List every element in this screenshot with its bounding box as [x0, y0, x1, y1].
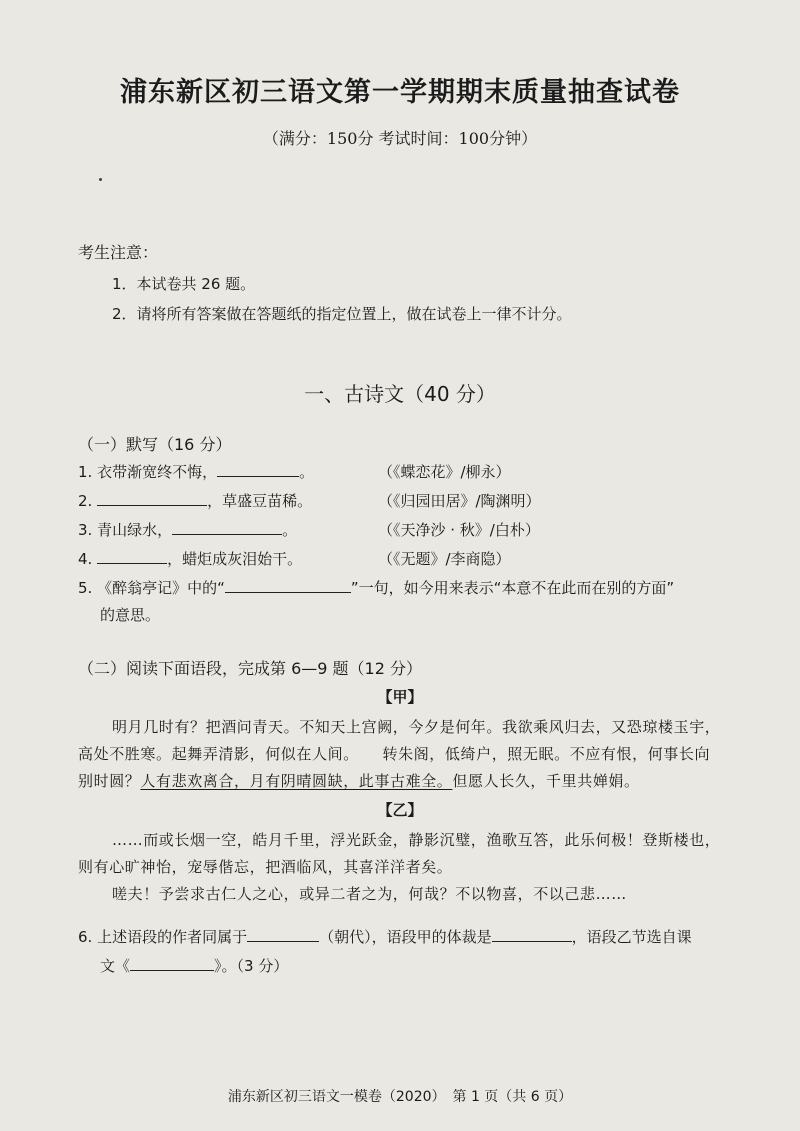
question-text-part1: 上述语段的作者同属于	[97, 928, 248, 946]
passage-jia-marker: 【甲】	[377, 688, 423, 706]
answer-blank[interactable]	[97, 549, 167, 564]
question-2-source: （《归园田居》/陶渊明）	[378, 492, 541, 510]
notice-item-1: 1．本试卷共 26 题。	[112, 275, 256, 293]
question-3	[78, 519, 297, 540]
answer-blank[interactable]	[97, 491, 207, 506]
passage-jia-tail-text: 但愿人长久，千里共婵娟。	[452, 772, 640, 790]
question-text-pre: 《醉翁亭记》中的“	[97, 579, 225, 597]
question-6	[78, 926, 692, 947]
question-number: 5.	[78, 579, 93, 597]
passage-yi-line3: 嗟夫！予尝求古仁人之心，或异二者之为，何哉？不以物喜，不以己悲……	[112, 885, 627, 903]
question-4-source: （《无题》/李商隐）	[378, 550, 511, 568]
answer-blank-title[interactable]	[130, 956, 214, 971]
passage-jia-plain-text: 别时圆？	[78, 772, 141, 790]
question-number: 4.	[78, 550, 93, 568]
question-text-post: ，蜡炬成灰泪始干。	[167, 550, 303, 568]
question-text-post: 。	[282, 521, 298, 539]
question-3-source: （《天净沙 · 秋》/白朴）	[378, 521, 540, 539]
answer-blank[interactable]	[217, 462, 299, 477]
question-1-source: （《蝶恋花》/柳永）	[378, 463, 511, 481]
part-heading-reading: （二）阅读下面语段，完成第 6—9 题（12 分）	[78, 659, 422, 678]
question-4	[78, 548, 302, 569]
passage-jia-line3	[78, 770, 640, 791]
notice-item-2: 2．请将所有答案做在答题纸的指定位置上，做在试卷上一律不计分。	[112, 305, 572, 323]
question-text-part3: ，语段乙节选自课	[571, 928, 692, 946]
answer-blank[interactable]	[225, 578, 351, 593]
page-footer: 浦东新区初三语文一模卷（2020） 第 1 页（共 6 页）	[227, 1089, 573, 1105]
question-text-post: 》。（3 分）	[214, 957, 289, 975]
question-number: 3.	[78, 521, 93, 539]
answer-blank[interactable]	[172, 520, 282, 535]
question-number: 2.	[78, 492, 93, 510]
answer-blank-genre[interactable]	[492, 927, 572, 942]
answer-blank-dynasty[interactable]	[247, 927, 319, 942]
passage-jia-line1: 明月几时有？把酒问青天。不知天上宫阙，今夕是何年。我欲乘风归去，又恐琼楼玉宇，	[112, 718, 721, 736]
question-1	[78, 461, 314, 482]
question-text-part2: （朝代），语段甲的体裁是	[319, 928, 492, 946]
question-6-line2	[100, 955, 288, 976]
question-number: 1.	[78, 463, 93, 481]
part-heading-dictation: （一）默写（16 分）	[78, 435, 232, 454]
question-number: 6.	[78, 928, 93, 946]
stray-dot	[99, 178, 102, 181]
passage-yi-marker: 【乙】	[377, 801, 423, 819]
section-heading-ancient-poetry: 一、古诗文（40 分）	[304, 382, 496, 406]
passage-jia-underlined-text: 人有悲欢离合，月有阴晴圆缺，此事古难全。	[140, 772, 453, 790]
question-5-line2: 的意思。	[100, 606, 161, 624]
question-5	[78, 577, 674, 598]
question-text-post: ”一句，如今用来表示“本意不在此而在别的方面”	[350, 579, 675, 597]
question-text-pre: 衣带渐宽终不悔，	[97, 463, 218, 481]
passage-jia-line2: 高处不胜寒。起舞弄清影，何似在人间。 转朱阁，低绮户，照无眠。不应有恨，何事长向	[78, 745, 711, 763]
exam-subtitle: （满分：150分 考试时间：100分钟）	[262, 129, 538, 148]
question-2	[78, 490, 312, 511]
passage-yi-line2: 则有心旷神怡，宠辱偕忘，把酒临风，其喜洋洋者矣。	[78, 858, 453, 876]
question-text-pre: 青山绿水，	[97, 521, 173, 539]
exam-title: 浦东新区初三语文第一学期期末质量抽查试卷	[120, 77, 680, 108]
passage-yi-line1: ……而或长烟一空，皓月千里，浮光跃金，静影沉璧，渔歌互答，此乐何极！登斯楼也，	[112, 831, 721, 849]
question-text-post: ，草盛豆苗稀。	[207, 492, 313, 510]
question-text-pre: 文《	[100, 957, 131, 975]
notice-heading: 考生注意：	[78, 243, 159, 262]
question-text-post: 。	[299, 463, 315, 481]
